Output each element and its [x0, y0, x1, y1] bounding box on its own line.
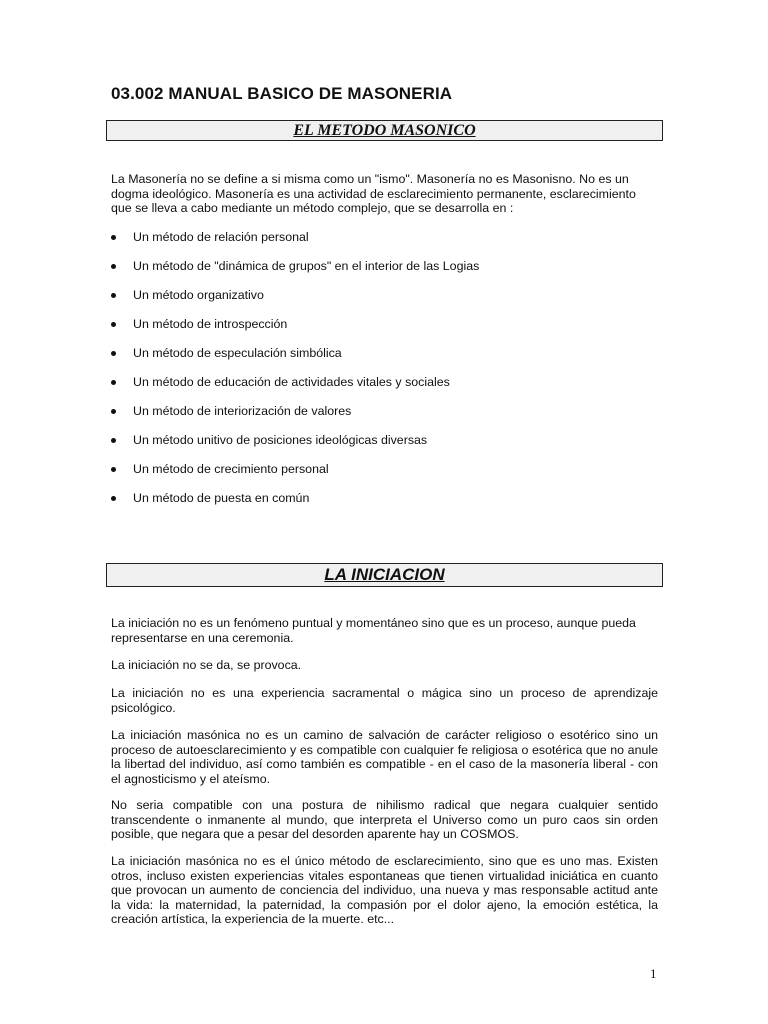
method-list — [111, 229, 479, 519]
section-heading-box-iniciacion — [106, 563, 663, 587]
bullet-icon — [111, 235, 116, 240]
page-number: 1 — [650, 966, 657, 981]
list-item: Un método organizativo — [111, 287, 479, 316]
bullet-icon — [111, 467, 116, 472]
bullet-icon — [111, 264, 116, 269]
list-item: Un método de interiorización de valores — [111, 403, 479, 432]
bullet-icon — [111, 380, 116, 385]
section-heading-box-metodo — [106, 120, 663, 141]
section-heading-iniciacion: LA INICIACION — [324, 565, 445, 584]
paragraph: La iniciación no es un fenómeno puntual y momentáneo sino que es un proceso, aunque pueda representarse en una ceremonia. — [111, 616, 636, 645]
bullet-icon — [111, 322, 116, 327]
bullet-icon — [111, 409, 116, 414]
paragraph: La iniciación no es una experiencia sacramental o mágica sino un proceso de aprendizaje psicológico. — [111, 686, 658, 715]
list-item: Un método de introspección — [111, 316, 479, 345]
intro-paragraph: La Masonería no se define a si misma como un "ismo". Masonería no es Masonisno. No es un dogma ideológico. Masonería es una actividad de esclarecimiento permanente, esclarecimiento que se lleva a cabo mediante un método complejo, que se desarrolla en : — [111, 172, 636, 216]
list-item: Un método de crecimiento personal — [111, 461, 479, 490]
list-item: Un método de puesta en común — [111, 490, 479, 519]
list-item: Un método unitivo de posiciones ideológicas diversas — [111, 432, 479, 461]
paragraph: La iniciación masónica no es un camino de salvación de carácter religioso o esotérico sino un proceso de autoesclarecimiento y es compatible con cualquier fe religiosa o esotérica que no anule la libertad del individuo, así como también es compatible - en el caso de la masonería liberal - con el agnosticismo y el ateísmo. — [111, 728, 658, 786]
section-heading-metodo: EL METODO MASONICO — [293, 122, 476, 139]
paragraph: No seria compatible con una postura de nihilismo radical que negara cualquier sentido transcendente o inmanente al mundo, que interpreta el Universo como un puro caos sin orden posible, que negara que a pesar del desorden aparente hay un COSMOS. — [111, 798, 658, 842]
paragraph: La iniciación masónica no es el único método de esclarecimiento, sino que es uno mas. Existen otros, incluso existen experiencias vitales espontaneas que tienen virtualidad iniciática en cuanto que provocan un aumento de conciencia del individuo, una nueva y mas responsable actitud ante la vida: la maternidad, la paternidad, la compasión por el dolor ajeno, la emoción estética, la creación artística, la experiencia de la muerte. etc... — [111, 854, 658, 927]
list-item: Un método de educación de actividades vitales y sociales — [111, 374, 479, 403]
paragraph: La iniciación no se da, se provoca. — [111, 658, 302, 672]
bullet-icon — [111, 496, 116, 501]
list-item: Un método de especulación simbólica — [111, 345, 479, 374]
list-item: Un método de relación personal — [111, 229, 479, 258]
bullet-icon — [111, 293, 116, 298]
list-item: Un método de "dinámica de grupos" en el interior de las Logias — [111, 258, 479, 287]
bullet-icon — [111, 351, 116, 356]
bullet-icon — [111, 438, 116, 443]
document-title: 03.002 MANUAL BASICO DE MASONERIA — [111, 84, 453, 103]
